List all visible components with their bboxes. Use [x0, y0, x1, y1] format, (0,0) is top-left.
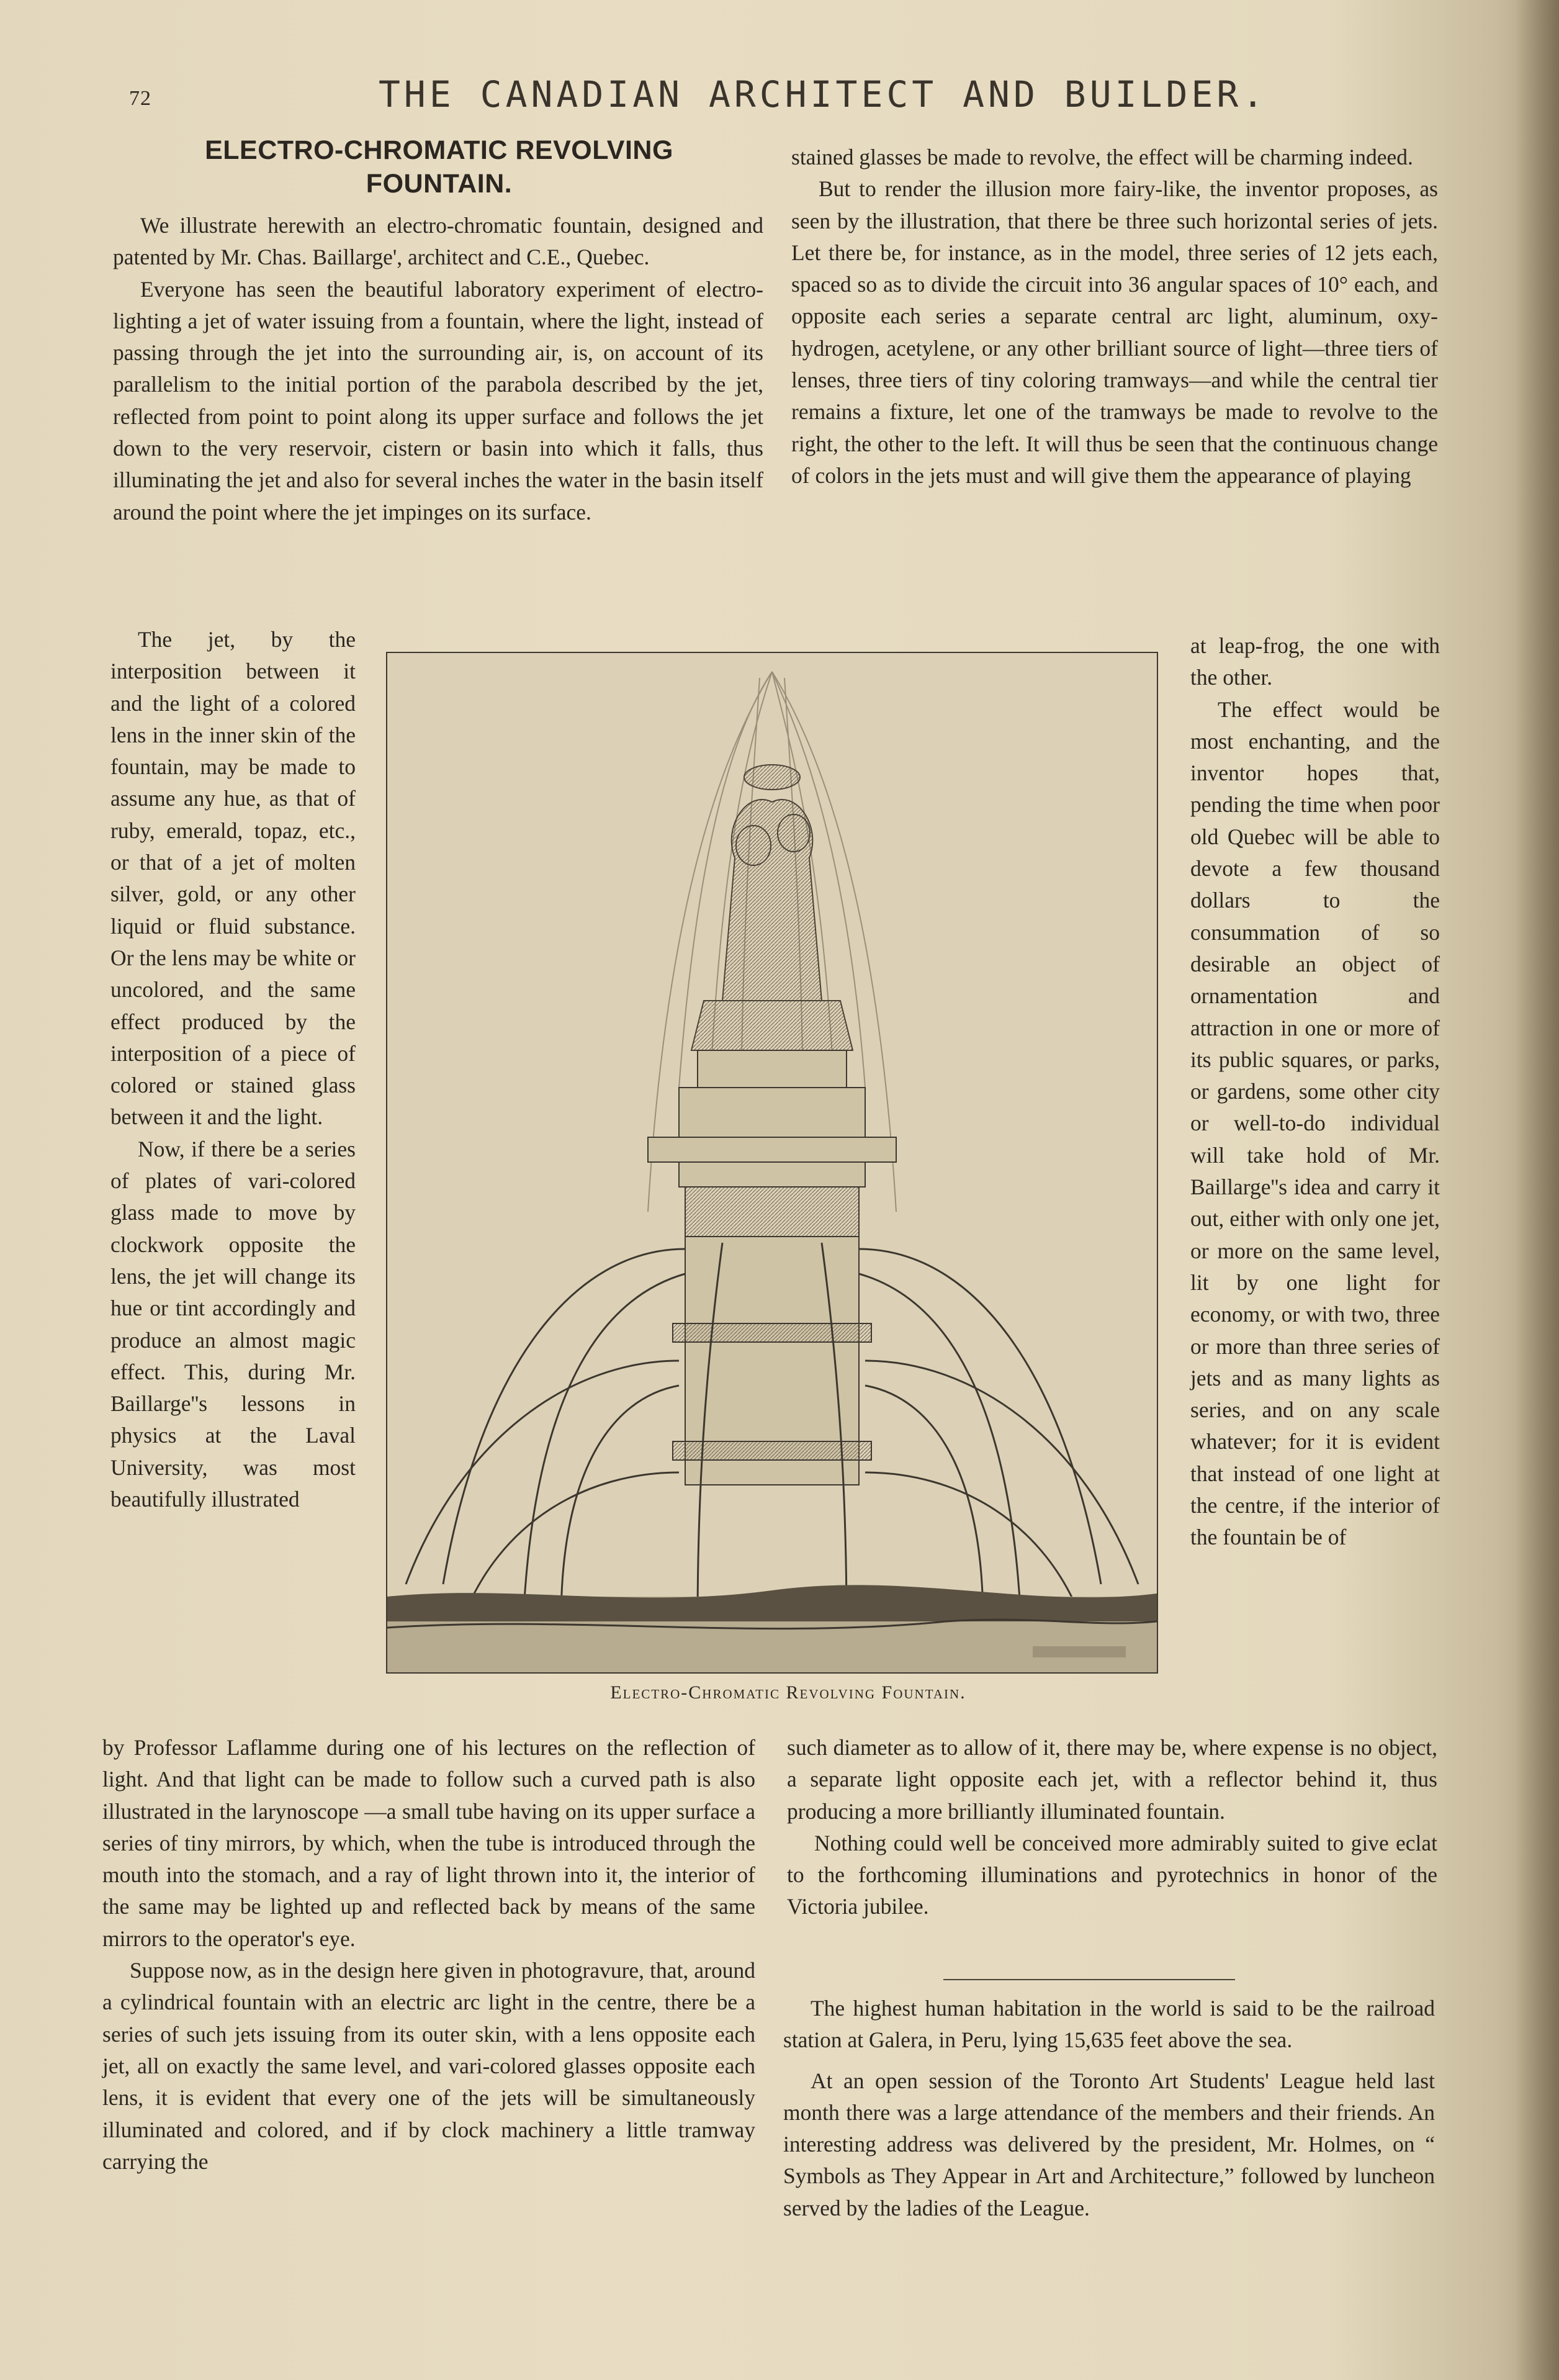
- paragraph: Everyone has seen the beautiful laboratory experiment of electro-lighting a jet of water issuing from a fountain, where the light, instead of passing through the jet into the surrounding air, is, on account of its parallelism to the initial portion of the parabola described by the jet, reflected from point to point along its upper surface and follows the jet down to the very reservoir, cistern or basin into which it falls, thus illuminating the jet and also for several inches the water in the basin itself around the point where the jet impinges on its surface.: [113, 276, 763, 525]
- paragraph: such diameter as to allow of it, there may be, where expense is no object, a separate light opposite each jet, with a reflector behind it, thus producing a more brilliantly illuminated fountain.: [787, 1735, 1437, 1824]
- right-column-bottom: [787, 1732, 1437, 1923]
- paragraph: The highest human habitation in the world is said to be the railroad station at Galera, in Peru, lying 15,635 feet above the sea.: [783, 1996, 1435, 2053]
- paragraph: At an open session of the Toronto Art Students' League held last month there was a large attendance of the members and their friends. An interesting address was delivered by the president, Mr. Holmes, on “ Symbols as They Appear in Art and Architecture,” followed by luncheon served by the ladies of the League.: [783, 2068, 1435, 2220]
- paragraph: We illustrate herewith an electro-chromatic fountain, designed and patented by Mr. Chas. Baillarge', architect and C.E., Quebec.: [113, 213, 763, 270]
- page-number: 72: [129, 87, 151, 110]
- paragraph: Suppose now, as in the design here given in photogravure, that, around a cylindrical fountain with an electric arc light in the centre, there be a series of such jets issuing from its outer skin, with a lens opposite each jet, all on exactly the same level, and vari-colored glasses opposite each lens, it is evident that every one of the jets will be simultaneously illuminated and colored, and if by clock machinery a little tramway carrying the: [102, 1958, 755, 2174]
- headline-line-1: ELECTRO-CHROMATIC REVOLVING: [205, 135, 673, 165]
- paragraph: by Professor Laflamme during one of his lectures on the reflection of light. And that light can be made to follow such a curved path is also illustrated in the larynoscope —a small tube having on its upper surface a series of tiny mirrors, by which, when the tube is introduced through the mouth into the stomach, and a ray of light thrown into it, the interior of the same may be lighted up and reflected back by means of the same mirrors to the operator's eye.: [102, 1735, 755, 1951]
- paragraph: Nothing could well be conceived more admirably suited to give eclat to the forthcoming illuminations and pyrotechnics in honor of the Victoria jubilee.: [787, 1830, 1437, 1919]
- article-headline: [112, 133, 766, 201]
- fountain-engraving: [387, 653, 1157, 1672]
- headline-line-2: FOUNTAIN.: [366, 169, 513, 199]
- publication-title: THE CANADIAN ARCHITECT AND BUILDER.: [379, 73, 1268, 115]
- left-column-bottom: [102, 1732, 755, 2178]
- paragraph: The effect would be most enchanting, and the inventor hopes that, pending the time when poor old Quebec will be able to devote a few thousand dollars to the consummation of so desirable an object of ornamentation and attraction in one or more of its public squares, or parks, or gardens, some other city or well-to-do individual will take hold of Mr. Baillarge''s idea and carry it out, either with only one jet, or more on the same level, lit by one light for economy, or with two, three or more than three series of jets and as many lights as series, and on any scale whatever; for it is evident that instead of one light at the centre, if the interior of the fountain be of: [1190, 696, 1440, 1550]
- left-column-top: [113, 210, 763, 528]
- paragraph: stained glasses be made to revolve, the effect will be charming indeed.: [791, 145, 1413, 169]
- right-column-top: [791, 142, 1438, 492]
- paragraph: at leap-frog, the one with the other.: [1190, 633, 1440, 690]
- engraver-credit: [1033, 1646, 1126, 1657]
- news-notes: [783, 1993, 1435, 2224]
- right-wrap-column: [1190, 630, 1440, 1554]
- paragraph: But to render the illusion more fairy-like, the inventor proposes, as seen by the illustration, that there be three such horizontal series of jets. Let there be, for instance, as in the model, three series of 12 jets each, spaced so as to divide the circuit into 36 angular spaces of 10° each, and opposite each series a separate central arc light, aluminum, oxy-hydrogen, acetylene, or any other brilliant source of light—three tiers of lenses, three tiers of tiny coloring tramways—and while the central tier remains a fixture, let one of the tramways be made to revolve to the right, the other to the left. It will thus be seen that the continuous change of colors in the jets must and will give them the appearance of playing: [791, 176, 1438, 488]
- section-divider: [943, 1979, 1235, 1980]
- paragraph: Now, if there be a series of plates of vari-colored glass made to move by clockwork opposite the lens, the jet will change its hue or tint accordingly and produce an almost magic effect. This, during Mr. Baillarge''s lessons in physics at the Laval University, was most beautifully illustrated: [110, 1136, 356, 1512]
- fountain-illustration: [386, 652, 1158, 1674]
- left-wrap-column: [110, 624, 356, 1515]
- illustration-caption: Electro-Chromatic Revolving Fountain.: [610, 1682, 966, 1703]
- paragraph: The jet, by the interposition between it and the light of a colored lens in the inner skin of the fountain, may be made to assume any hue, as that of ruby, emerald, topaz, etc., or that of a jet of molten silver, gold, or any other liquid or fluid substance. Or the lens may be white or uncolored, and the same effect produced by the interposition of a piece of colored or stained glass between it and the light.: [110, 627, 356, 1130]
- page-edge-shadow: [1516, 0, 1559, 2380]
